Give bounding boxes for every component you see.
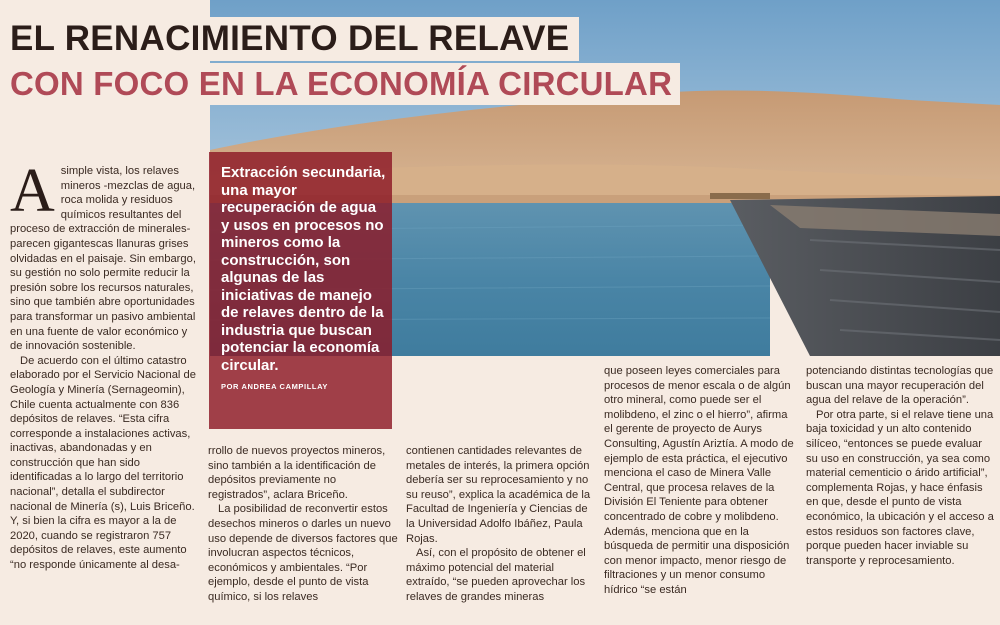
body-column-2: [208, 444, 398, 605]
body-column-3: [406, 444, 596, 605]
body-column-5: [806, 364, 994, 568]
body-column-4: [604, 364, 794, 598]
paragraph-text: simple vista, los relaves mineros -mezclas de agua, roca molida y residuos químicos resultantes del proceso de extracción de minerales- parecen gigantescas llanuras grises olvidadas en el paisaje. Sin embargo, su gestión no solo permite reducir la presión sobre los recursos naturales, sino que también abre oportunidades para transformar un pasivo ambiental en una fuente de valor económico y de innovación sostenible.: [10, 165, 196, 353]
lead-box: [209, 152, 392, 429]
paragraph: Por otra parte, si el relave tiene una baja toxicidad y un alto contenido silíceo, “entonces se puede evaluar su uso en construcción, ya sea como material cementicio o árido artificial”, complementa Rojas, y hace énfasis en que, desde el punto de vista económico, la ubicación y el acceso a estos residuos son factores clave, porque pueden hacer inviable su transporte y reprocesamiento.: [806, 408, 994, 567]
paragraph: rrollo de nuevos proyectos mineros, sino también a la identificación de depósitos previamente no registrados”, aclara Briceño.: [208, 445, 386, 501]
drop-cap: A: [10, 157, 55, 225]
paragraph: potenciando distintas tecnologías que buscan una mayor recuperación del agua del relave de la operación”.: [806, 365, 994, 407]
headline: [0, 0, 760, 120]
headline-line-2: CON FOCO EN LA ECONOMÍA CIRCULAR: [4, 63, 680, 105]
byline: POR ANDREA CAMPILLAY: [221, 382, 329, 391]
paragraph: De acuerdo con el último catastro elaborado por el Servicio Nacional de Geología y Minería (Sernageomin), Chile cuenta actualmente con 836 depósitos de relaves. “Esta cifra corresponde a instalaciones activas, inactivas, abandonadas y en construcción que han sido identificadas a lo largo del territorio nacional”, detalla el subdirector nacional de Minería (s), Luis Briceño. Y, si bien la cifra es mayor a la de 2020, cuando se registraron 757 depósitos de relaves, este aumento “no responde únicamente al desa-: [10, 354, 196, 572]
paragraph: La posibilidad de reconvertir estos desechos mineros o darles un nuevo uso depende de diversos factores que involucran aspectos técnicos, económicos y ambientales. “Por ejemplo, desde el punto de vista químico, si los relaves: [208, 503, 398, 603]
lead-text: Extracción secundaria, una mayor recuperación de agua y usos en procesos no mineros como la construcción, son algunas de las iniciativas de manejo de relaves dentro de la industria que buscan potenciar la economía circular.: [221, 164, 386, 374]
paragraph: [10, 157, 200, 354]
headline-line-1: EL RENACIMIENTO DEL RELAVE: [4, 17, 579, 61]
paragraph: que poseen leyes comerciales para procesos de menor escala o de algún otro mineral, como puede ser el molibdeno, el zinc o el hierro”, afirma el gerente de proyecto de Aurys Consulting, Agustín Ariztía. A modo de ejemplo de esta práctica, el ejecutivo menciona el caso de Minera Valle Central, que procesa relaves de la División El Teniente para obtener concentrado de cobre y molibdeno. Además, menciona que en la búsqueda de permitir una disposición con menor impacto, menor riesgo de filtraciones y un menor consumo hídrico “se están: [604, 365, 794, 596]
paragraph: Así, con el propósito de obtener el máximo potencial del material extraído, “se pueden aprovechar los relaves de grandes mineras: [406, 547, 586, 603]
paragraph: contienen cantidades relevantes de metales de interés, la primera opción debería ser su reprocesamiento y no su reuso”, explica la académica de la Facultad de Ingeniería y Ciencias de la Universidad Adolfo Ibáñez, Paula Rojas.: [406, 445, 591, 545]
body-column-1: [10, 157, 200, 573]
